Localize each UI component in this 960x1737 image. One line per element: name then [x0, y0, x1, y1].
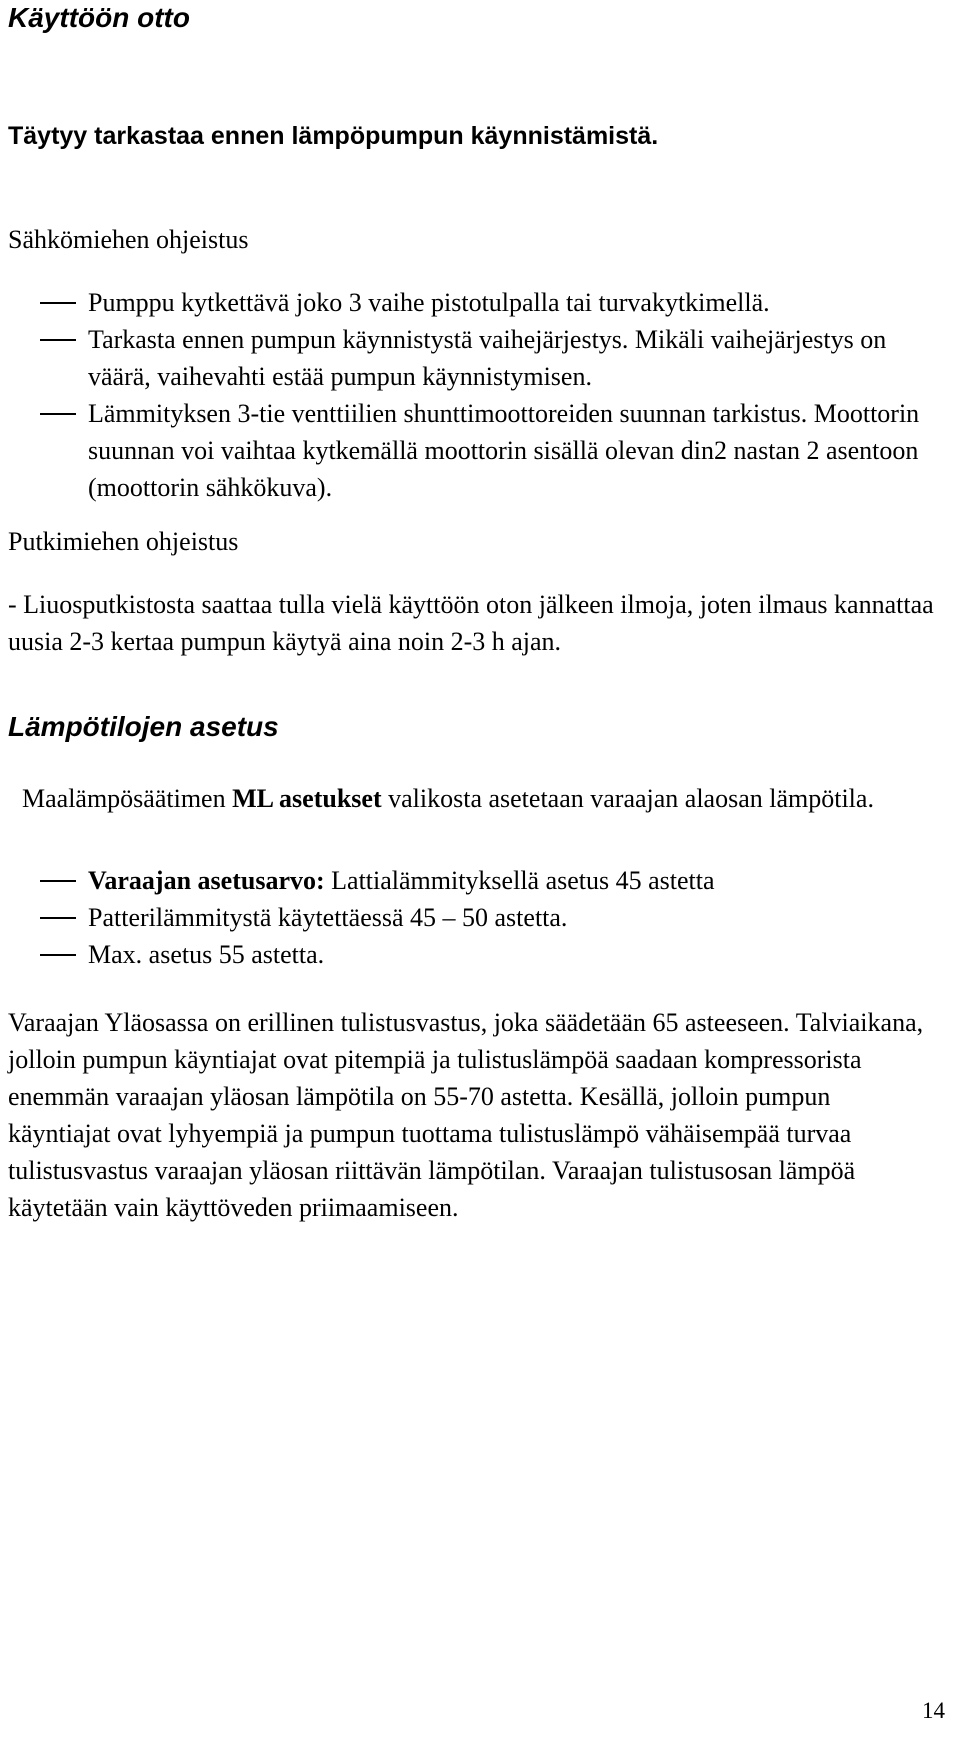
dash-bullet [40, 954, 76, 956]
list-item-text: Max. asetus 55 astetta. [88, 940, 325, 969]
upper-section-paragraph: Varaajan Yläosassa on erillinen tulistusvastus, joka säädetään 65 asteeseen. Talviaikana, jolloin pumpun käyntiajat ovat pitempiä ja tulistuslämpöä saadaan kompressorista enemmän varaajan yläosan lämpötila on 55-70 astetta. Kesällä, jolloin pumpun käyntiajat ovat lyhyempiä ja pumpun tuottama tulistuslämpö vähäisempää turvaa tulistusvastus varaajan yläosan riittävän lämpötilan. Varaajan tulistusosan lämpöä käytetään vain käyttöveden priimaamiseen. [8, 1008, 924, 1222]
plumber-text: - Liuosputkistosta saattaa tulla vielä käyttöön oton jälkeen ilmoja, joten ilmaus kannattaa uusia 2-3 kertaa pumpun käytyä aina noin 2-3 h ajan. [8, 590, 934, 656]
dash-bullet [40, 302, 76, 304]
section-heading-kayttoonotto: Käyttöön otto [8, 2, 190, 33]
dash-bullet [40, 413, 76, 415]
list-item [40, 395, 940, 506]
list-item-bold: Varaajan asetusarvo: [88, 866, 325, 895]
list-item-text: Pumppu kytkettävä joko 3 vaihe pistotulpalla tai turvakytkimellä. [88, 288, 770, 317]
settings-intro-pre: Maalämpösäätimen [22, 784, 233, 813]
plumber-title: Putkimiehen ohjeistus [8, 527, 239, 556]
settings-intro-post: valikosta asetetaan varaajan alaosan lämpötila. [381, 784, 874, 813]
list-item [40, 936, 940, 973]
list-item [40, 321, 940, 395]
dash-bullet [40, 880, 76, 882]
electrician-title: Sähkömiehen ohjeistus [8, 225, 249, 254]
subheading-check: Täytyy tarkastaa ennen lämpöpumpun käynnistämistä. [8, 122, 659, 150]
list-item-text: Patterilämmitystä käytettäessä 45 – 50 astetta. [88, 903, 568, 932]
list-item [40, 284, 940, 321]
dash-bullet [40, 917, 76, 919]
list-item [40, 899, 940, 936]
list-item-text: Lattialämmityksellä asetus 45 astetta [324, 866, 715, 895]
page-number: 14 [922, 1698, 945, 1723]
list-item [40, 862, 940, 899]
dash-bullet [40, 339, 76, 341]
list-item-text: Lämmityksen 3-tie venttiilien shunttimoottoreiden suunnan tarkistus. Moottorin suunnan voi vaihtaa kytkemällä moottorin sisällä olevan din2 nastan 2 asentoon (moottorin sähkökuva). [88, 399, 920, 502]
list-item-text: Tarkasta ennen pumpun käynnistystä vaihejärjestys. Mikäli vaihejärjestys on väärä, vaihevahti estää pumpun käynnistymisen. [88, 325, 887, 391]
settings-list [40, 862, 940, 973]
electrician-list [40, 284, 940, 506]
section-heading-temperatures: Lämpötilojen asetus [8, 711, 279, 742]
settings-intro [8, 780, 938, 817]
settings-intro-bold: ML asetukset [232, 784, 382, 813]
